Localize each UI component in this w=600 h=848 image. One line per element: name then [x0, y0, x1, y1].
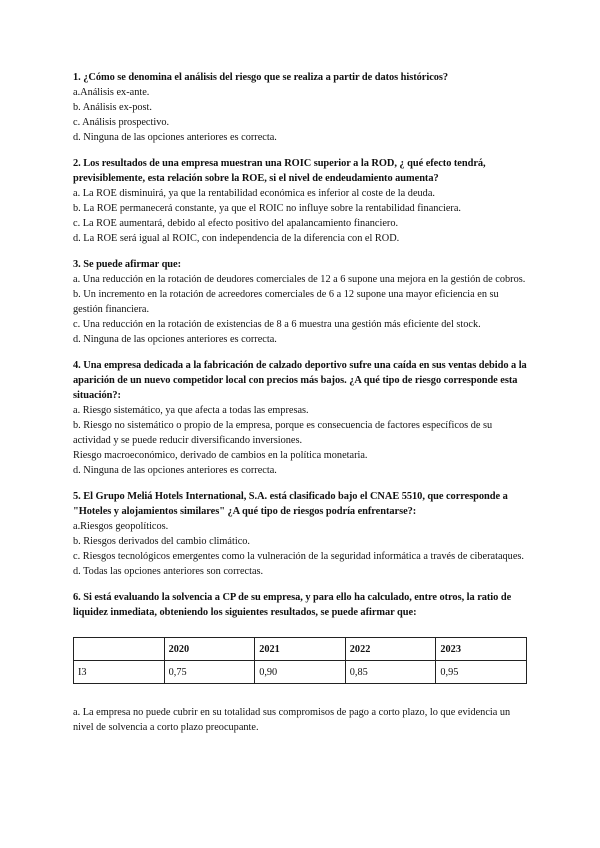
year-header-cell: 2021: [255, 638, 346, 661]
answer-option: b. Riesgos derivados del cambio climático.: [73, 536, 251, 547]
answer-option: d. La ROE será igual al ROIC, con independencia de la diferencia con el ROD.: [73, 233, 400, 244]
value-cell: 0,90: [255, 661, 346, 684]
question-4: [73, 358, 528, 478]
answer-option: a. Una reducción en la rotación de deudores comerciales de 12 a 6 supone una mejora en la gestión de cobros.: [73, 274, 526, 285]
table-header-row: [74, 638, 527, 661]
value-cell: 0,75: [164, 661, 255, 684]
answer-option: c. Una reducción en la rotación de existencias de 8 a 6 muestra una gestión más eficiente del stock.: [73, 319, 481, 330]
year-header-cell: 2023: [436, 638, 527, 661]
answer-option: a.Riesgos geopolíticos.: [73, 521, 169, 532]
answer-option: c. Análisis prospectivo.: [73, 117, 170, 128]
question-3: [73, 257, 528, 347]
question-title: 3. Se puede afirmar que:: [73, 259, 181, 270]
question-title: 5. El Grupo Meliá Hotels International, S.A. está clasificado bajo el CNAE 5510, que corresponde a "Hoteles y alojamientos similares" ¿A qué tipo de riesgos podría enfrentarse?:: [73, 491, 508, 517]
answer-option: d. Ninguna de las opciones anteriores es correcta.: [73, 465, 277, 476]
answer-option: a. La ROE disminuirá, ya que la rentabilidad económica es inferior al coste de la deuda.: [73, 188, 435, 199]
year-header-cell: 2022: [345, 638, 436, 661]
answer-option: Riesgo macroeconómico, derivado de cambios en la política monetaria.: [73, 450, 368, 461]
answer-option: b. Análisis ex-post.: [73, 102, 152, 113]
liquidity-ratio-table: [73, 637, 527, 684]
table-row: [74, 661, 527, 684]
answer-option: a. La empresa no puede cubrir en su totalidad sus compromisos de pago a corto plazo, lo que evidencia un nivel de solvencia a corto plazo preocupante.: [73, 707, 511, 733]
row-label-cell: I3: [74, 661, 165, 684]
answer-option: b. La ROE permanecerá constante, ya que el ROIC no influye sobre la rentabilidad financiera.: [73, 203, 461, 214]
answer-option: d. Todas las opciones anteriores son correctas.: [73, 566, 264, 577]
answer-option: c. La ROE aumentará, debido al efecto positivo del apalancamiento financiero.: [73, 218, 399, 229]
answer-option: a.Análisis ex-ante.: [73, 87, 150, 98]
question-title: 2. Los resultados de una empresa muestran una ROIC superior a la ROD, ¿ qué efecto tendrá, previsiblemente, esta relación sobre la ROE, si el nivel de endeudamiento aumenta?: [73, 158, 486, 184]
question-5: [73, 489, 528, 579]
answer-option: c. Riesgos tecnológicos emergentes como la vulneración de la seguridad informática a través de ciberataques.: [73, 551, 524, 562]
answer-option: b. Un incremento en la rotación de acreedores comerciales de 6 a 12 supone una mayor eficiencia en su gestión financiera.: [73, 289, 499, 315]
exam-page: [73, 70, 528, 746]
value-cell: 0,95: [436, 661, 527, 684]
table-corner-cell: [74, 638, 165, 661]
question-title: 1. ¿Cómo se denomina el análisis del riesgo que se realiza a partir de datos históricos?: [73, 72, 449, 83]
answer-option: a. Riesgo sistemático, ya que afecta a todas las empresas.: [73, 405, 309, 416]
question-title: 4. Una empresa dedicada a la fabricación de calzado deportivo sufre una caída en sus ventas debido a la aparición de un nuevo competidor local con precios más bajos. ¿A qué tipo de riesgo corresponde esta situación?:: [73, 360, 527, 401]
year-header-cell: 2020: [164, 638, 255, 661]
answer-option: b. Riesgo no sistemático o propio de la empresa, porque es consecuencia de factores específicos de su actividad y se puede reducir diversificando inversiones.: [73, 420, 493, 446]
value-cell: 0,85: [345, 661, 436, 684]
answer-option: d. Ninguna de las opciones anteriores es correcta.: [73, 334, 277, 345]
question-2: [73, 156, 528, 246]
answer-option: d. Ninguna de las opciones anteriores es correcta.: [73, 132, 277, 143]
question-1: [73, 70, 528, 145]
question-6: [73, 590, 528, 735]
question-title: 6. Si está evaluando la solvencia a CP de su empresa, y para ello ha calculado, entre otros, la ratio de liquidez inmediata, obteniendo los siguientes resultados, se puede afirmar que:: [73, 592, 512, 618]
